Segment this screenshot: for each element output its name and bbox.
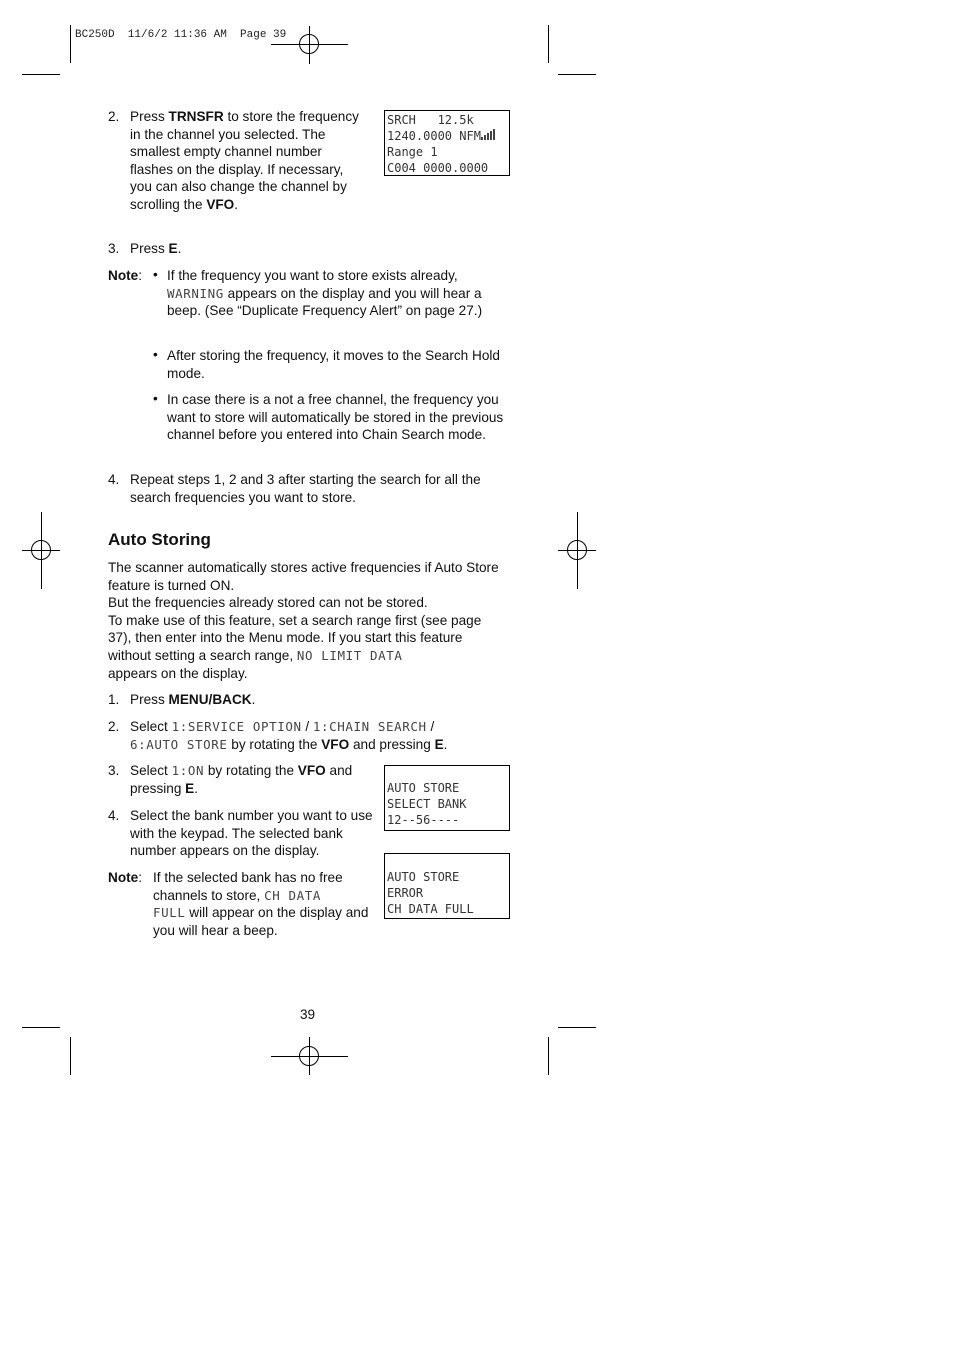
crop-mark xyxy=(22,1027,60,1028)
crop-mark xyxy=(558,1027,596,1028)
step-number: 2. xyxy=(108,719,120,734)
key-label: VFO xyxy=(297,763,326,778)
lcd-text: 1:SERVICE OPTION xyxy=(171,719,302,734)
key-label: E xyxy=(185,780,195,796)
key-label: TRNSFR xyxy=(168,109,224,124)
crop-mark xyxy=(558,74,596,75)
auto-step2-text: Select 1:SERVICE OPTION / 1:CHAIN SEARCH / 6:AUTO STORE by rotating the VFO and pressing E. xyxy=(130,719,448,752)
bullet-icon: • xyxy=(153,347,158,362)
section-heading: Auto Storing xyxy=(108,530,211,549)
crop-mark xyxy=(22,74,60,75)
note1-bullet1: If the frequency you want to store exists already, WARNING appears on the display and you will hear a beep. (See “Duplicate Frequency Alert” on page 27.) xyxy=(167,268,483,319)
step-number: 4. xyxy=(108,472,120,487)
key-label: MENU/BACK xyxy=(168,692,252,707)
note1-bullet3: In case there is a not a free channel, the frequency you want to store will automatically be stored in the previous channel before you entered into Chain Search mode. xyxy=(167,392,504,443)
lcd-text: 1:ON xyxy=(171,763,205,778)
crop-mark xyxy=(70,25,71,63)
step3-text: Press E. xyxy=(130,241,182,256)
intro-paragraph: The scanner automatically stores active frequencies if Auto Store feature is turned ON. But the frequencies already stored can not be stored. To make use of this feature, set a search range first (see page 37), then enter into the Menu mode. If you start this feature without setting a search range, NO LIMIT DATA appears on the display. xyxy=(108,560,499,681)
step-number: 2. xyxy=(108,109,120,124)
auto-step4-text: Select the bank number you want to use with the keypad. The selected bank number appears on the display. xyxy=(130,808,373,859)
note-label: Note: xyxy=(108,870,142,885)
bullet-icon: • xyxy=(153,267,158,282)
lcd-text: FULL xyxy=(153,905,186,921)
auto-step3-text: Select 1:ON by rotating the VFO and pressing E. xyxy=(130,763,353,796)
lcd-text: WARNING xyxy=(167,285,224,301)
print-slug: BC250D 11/6/2 11:36 AM Page 39 xyxy=(75,29,287,41)
step4-text: Repeat steps 1, 2 and 3 after starting the search for all the search frequencies you want to store. xyxy=(130,472,481,505)
step-number: 1. xyxy=(108,692,120,707)
crop-mark xyxy=(70,1037,71,1075)
key-label: VFO xyxy=(321,736,350,752)
key-label: E xyxy=(168,241,178,256)
signal-meter-icon xyxy=(481,128,496,144)
lcd-text: NO LIMIT DATA xyxy=(296,647,403,663)
lcd-text: 6:AUTO STORE xyxy=(130,736,228,752)
lcd-display-error: AUTO STORE ERROR CH DATA FULL xyxy=(384,853,510,919)
step2-text: Press TRNSFR to store the frequency in the channel you selected. The smallest empty channel number flashes on the display. If necessary, you can also change the channel by scrolling the VFO. xyxy=(130,109,359,212)
key-label: VFO xyxy=(206,196,235,212)
lcd-text: CH DATA xyxy=(264,887,321,903)
lcd-display-search: SRCH 12.5k 1240.0000 NFM Range 1 C004 0000.0000 xyxy=(384,110,510,176)
note1-bullet2: After storing the frequency, it moves to the Search Hold mode. xyxy=(167,348,500,381)
lcd-text: 1:CHAIN SEARCH xyxy=(312,719,427,734)
step-number: 4. xyxy=(108,808,120,823)
key-label: E xyxy=(434,736,444,752)
crop-mark xyxy=(548,25,549,63)
crop-mark xyxy=(548,1037,549,1075)
lcd-display-select-bank: AUTO STORE SELECT BANK 12--56---- xyxy=(384,765,510,831)
step-number: 3. xyxy=(108,763,120,778)
note-label: Note: xyxy=(108,268,142,283)
step-number: 3. xyxy=(108,241,120,256)
note2-text: If the selected bank has no free channels to store, CH DATA FULL will appear on the display and you will hear a beep. xyxy=(153,870,369,938)
auto-step1-text: Press MENU/BACK. xyxy=(130,692,256,707)
page-number: 39 xyxy=(300,1007,316,1022)
bullet-icon: • xyxy=(153,391,158,406)
